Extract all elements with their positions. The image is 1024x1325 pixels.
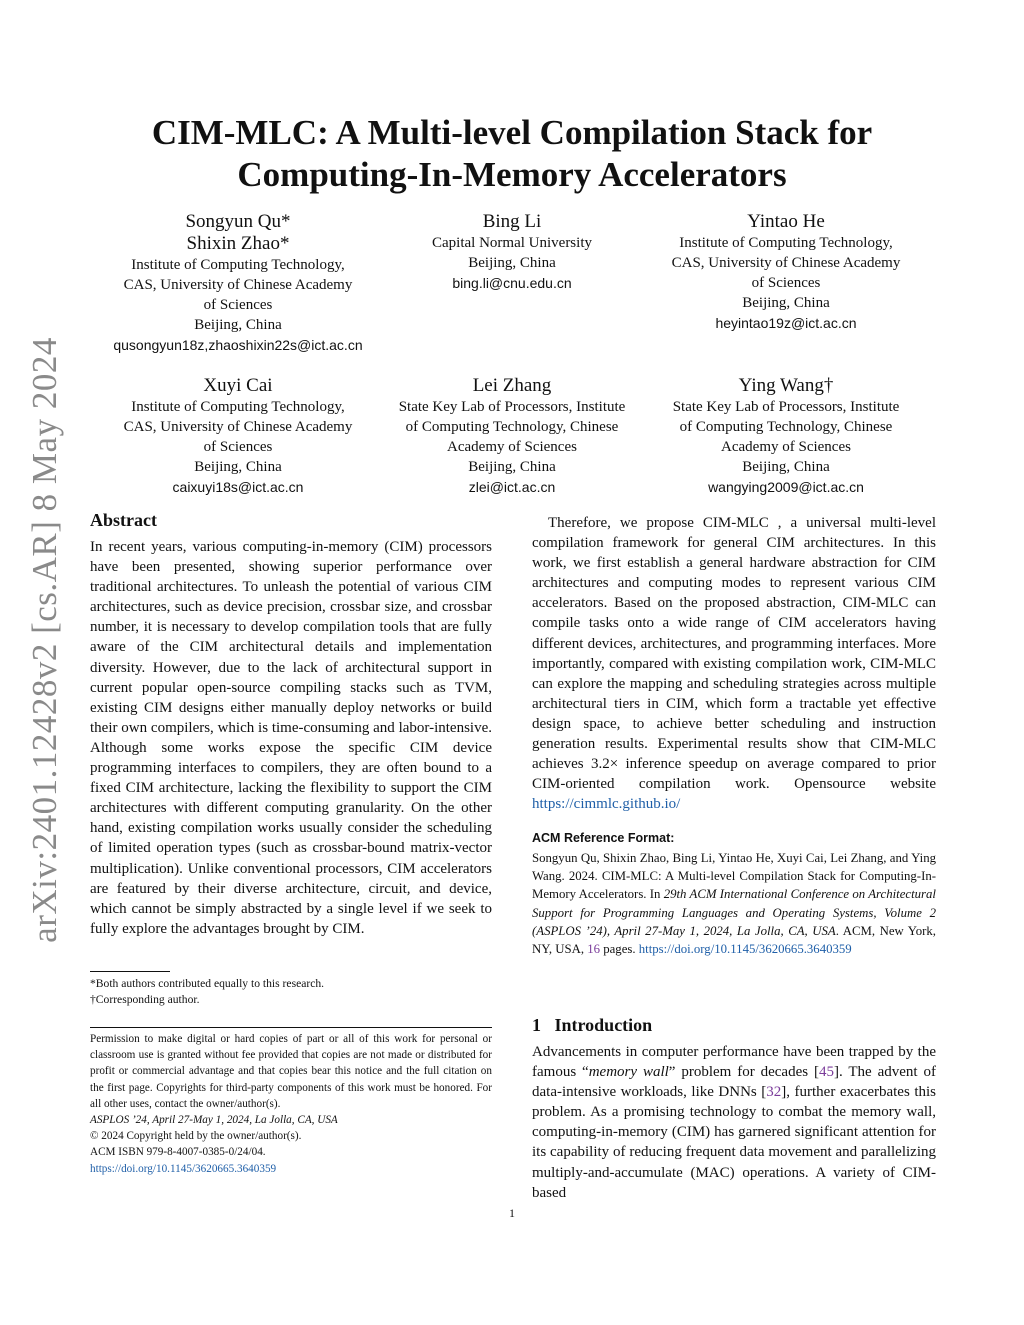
affiliation-line: of Sciences [751,275,821,291]
affiliation-line: CAS, University of Chinese Academy [123,419,353,435]
title-line-2: Computing-In-Memory Accelerators [237,155,787,194]
page-number: 1 [509,1206,515,1220]
affiliation-line: Beijing, China [468,255,556,271]
doi-link[interactable]: https://doi.org/10.1145/3620665.3640359 [90,1162,277,1175]
acm-ref-doi-link[interactable]: https://doi.org/10.1145/3620665.3640359 [638,942,852,957]
author-block-cai [98,375,378,497]
author-name: Songyun Qu* [185,211,291,232]
copyright-line: © 2024 Copyright held by the owner/author(s). [90,1130,302,1143]
affiliation-line: of Computing Technology, Chinese [679,419,893,435]
arxiv-id: arXiv:2401.12428v2 [cs.AR] 8 May 2024 [25,337,64,943]
abstract-text: In recent years, various computing-in-memory (CIM) processors have been presented, showing superior performance over traditional architectures. To unleash the potential of various CIM architectures, such as device precision, crossbar size, and crossbar number, it is necessary to develop compilation tools that are fully aware of the CIM architectural details and implementation diversity. However, due to the lack of architectural support in current popular open-source compiling stacks such as TVM, existing CIM designs either manually deploy networks or build their own compilers, which is time-consuming and labor-intensive. Although some works expose the specific CIM device programming interfaces to compilers, they are often bound to a fixed CIM architecture, lacking the flexibility to support the CIM architectures with different computing granularity. On the other hand, existing compilation works usually consider the scheduling of limited operation types (such as crossbar-bound matrix-vector multiplication). Unlike conventional processors, CIM accelerators are featured by their diverse architecture, circuit, and device, which cannot be simply abstracted by a single level if we seek to fully explore the advantages brought by CIM. [90,539,492,937]
affiliation-line: State Key Lab of Processors, Institute [398,399,626,415]
author-email: heyintao19z@ict.ac.cn [715,315,857,331]
abstract-heading: Abstract [90,510,157,530]
intro-text-2: ” problem for decades [ [668,1064,819,1081]
affiliation-line: Beijing, China [194,459,282,475]
acm-ref-part-c: pages. [600,942,639,957]
author-block-li [372,211,652,293]
author-email: bing.li@cnu.edu.cn [452,275,572,291]
author-block-zhang [372,375,652,497]
footnote-equal-contribution: *Both authors contributed equally to this research. [90,977,325,990]
footnotes [90,976,492,1008]
intro-text-1: Advancements in computer performance have been trapped by the famous “ [532,1044,936,1081]
affiliation-line: CAS, University of Chinese Academy [123,277,353,293]
affiliation-line: CAS, University of Chinese Academy [671,255,901,271]
author-name: Bing Li [482,211,542,232]
acm-ref-pages-link[interactable]: 16 [587,942,601,957]
citation-link[interactable]: 32 [766,1084,782,1101]
intro-memory-wall: memory wall [588,1064,669,1081]
acm-ref-text [532,849,936,958]
intro-text: Therefore, we propose CIM-MLC , a universal multi-level compilation framework for general CIM architectures. In this work, we first establish a general hardware abstraction for CIM architectures and computing modes to represent various CIM accelerators. Based on the proposed abstraction, CIM-MLC can compile tasks onto a wide range of CIM accelerators having different devices, architectures, and programming interfaces. More importantly, compared with existing compilation work, CIM-MLC can explore the mapping and scheduling strategies across multiple architectural tiers in CIM, which form a tractable yet effective design space, to achieve better scheduling and instruction generation results. Experimental results show that CIM-MLC achieves 3.2× inference speedup on average compared to prior CIM-oriented compilation work. Opensource website [532,515,936,793]
author-name: Lei Zhang [472,375,552,396]
section-number: 1 [532,1015,541,1035]
affiliation-line: Institute of Computing Technology, [679,235,893,251]
affiliation-line: Beijing, China [194,317,282,333]
author-name: Yintao He [747,211,825,232]
affiliation-line: Academy of Sciences [721,439,851,455]
author-email: qusongyun18z,zhaoshixin22s@ict.ac.cn [113,337,363,353]
affiliation-line: Beijing, China [742,295,830,311]
permission-block [90,1031,492,1177]
affiliation-line: Institute of Computing Technology, [131,399,345,415]
acm-ref-heading: ACM Reference Format: [532,831,675,845]
permission-rule [90,1027,492,1028]
author-email: wangying2009@ict.ac.cn [708,479,864,495]
affiliation-line: Beijing, China [742,459,830,475]
affiliation-line: Institute of Computing Technology, [131,257,345,273]
section-heading [532,1015,652,1036]
footnote-corresponding: †Corresponding author. [90,993,200,1006]
footnote-rule [90,971,170,972]
introduction-text [532,1042,936,1203]
title-line-1: CIM-MLC: A Multi-level Compilation Stack for [151,113,873,152]
affiliation-line: State Key Lab of Processors, Institute [672,399,900,415]
author-name: Ying Wang† [738,375,834,396]
author-block-he [646,211,926,333]
section-title: Introduction [554,1015,653,1035]
intro-text-3: ]. The advent of data-intensive workloads, like DNNs [ [532,1064,936,1101]
author-name: Xuyi Cai [203,375,273,396]
affiliation-line: Capital Normal University [432,235,592,251]
paper-title [100,112,924,196]
affiliation-line: of Computing Technology, Chinese [405,419,619,435]
author-block-wang [646,375,926,497]
affiliation-line: of Sciences [203,297,273,313]
acm-ref-part-b: . ACM, New York, NY, USA, [532,923,936,957]
author-name: Shixin Zhao* [186,233,290,254]
acm-ref-venue: 29th ACM International Conference on Architectural Support for Programming Languages and Operating Systems, Volume 2 (ASPLOS ’24), April 27-May 1, 2024, La Jolla, CA, USA [532,887,936,938]
acm-ref-part-a: Songyun Qu, Shixin Zhao, Bing Li, Yintao He, Xuyi Cai, Lei Zhang, and Ying Wang. 2024. CIM-MLC: A Multi-level Compilation Stack for Computing-In-Memory Accelerators. In [532,851,936,902]
website-link[interactable]: https://cimmlc.github.io/ [532,796,681,813]
affiliation-line: Academy of Sciences [447,439,577,455]
intro-paragraph [532,513,936,814]
author-block-qu-zhao [98,211,378,355]
arxiv-stamp [20,337,70,943]
isbn-line: ACM ISBN 979-8-4007-0385-0/24/04. [90,1146,266,1159]
affiliation-line: Beijing, China [468,459,556,475]
author-email: caixuyi18s@ict.ac.cn [172,479,304,495]
intro-text-4: ], further exacerbates this problem. As a promising technology to combat the memory wall, computing-in-memory (CIM) has garnered significant attention for its capability of reducing frequent data movement and parallelizing multiply-and-accumulate (MAC) operations. A variety of CIM-based [532,1084,936,1201]
permission-text: Permission to make digital or hard copies of part or all of this work for personal or classroom use is granted without fee provided that copies are not made or distributed for profit or commercial advantage and that copies bear this notice and the full citation on the first page. Copyrights for third-party components of this work must be honored. For all other uses, contact the owner/author(s). [90,1033,492,1110]
venue-line: ASPLOS ’24, April 27-May 1, 2024, La Jolla, CA, USA [90,1114,338,1127]
affiliation-line: of Sciences [203,439,273,455]
author-email: zlei@ict.ac.cn [468,479,556,495]
citation-link[interactable]: 45 [819,1064,834,1081]
